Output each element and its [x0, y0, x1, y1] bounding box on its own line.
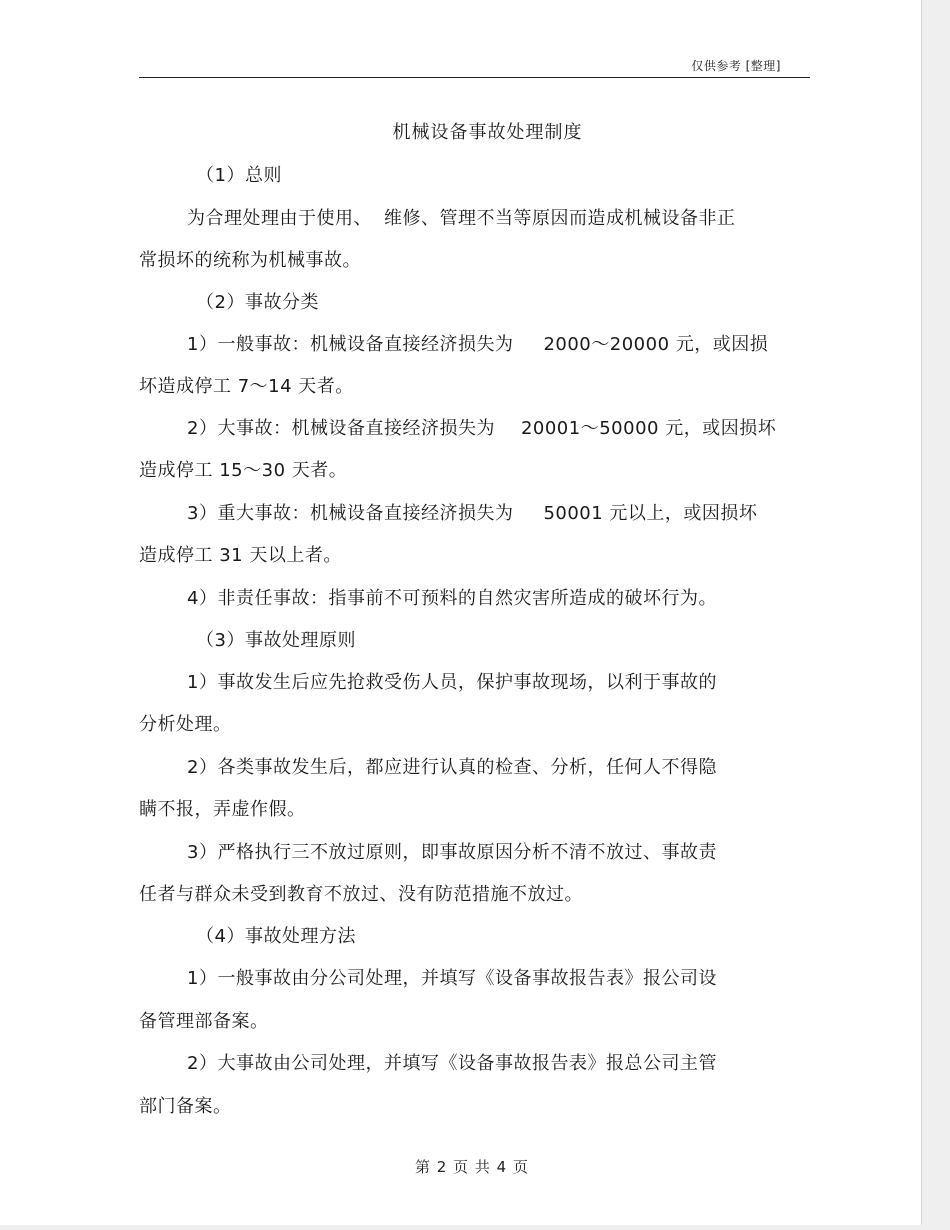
section-3-item-2-line-2: 瞒不报，弄虚作假。 — [139, 799, 306, 820]
section-2-item-2-line-1 — [187, 414, 776, 440]
section-2-item-1-line-2: 坏造成停工 7～14 天者。 — [139, 376, 354, 397]
section-2-item-3-line-2: 造成停工 31 天以上者。 — [139, 545, 342, 566]
paragraph-text: 3）重大事故：机械设备直接经济损失为 — [187, 503, 514, 524]
paragraph-text: 20001～50000 元，或因损坏 — [520, 418, 777, 439]
section-4-heading: （4）事故处理方法 — [196, 926, 356, 947]
section-4-item-1-line-1: 1）一般事故由分公司处理，并填写《设备事故报告表》报公司设 — [187, 968, 717, 989]
page-header-note: 仅供参考 [整理] — [691, 59, 781, 73]
section-2-heading: （2）事故分类 — [196, 292, 319, 313]
page-number-footer: 第 2 页 共 4 页 — [415, 1158, 529, 1176]
header-rule — [139, 77, 810, 78]
section-2-item-2-line-2: 造成停工 15～30 天者。 — [139, 460, 348, 481]
paragraph-text: 为合理处理由于使用、 — [187, 208, 372, 229]
section-2-item-4-line-1: 4）非责任事故：指事前不可预料的自然灾害所造成的破坏行为。 — [187, 588, 717, 609]
paragraph-text: 50001 元以上，或因损坏 — [543, 503, 758, 524]
section-4-item-1-line-2: 备管理部备案。 — [139, 1011, 269, 1032]
paragraph-text: 1）一般事故：机械设备直接经济损失为 — [187, 334, 514, 355]
section-3-item-1-line-1: 1）事故发生后应先抢救受伤人员，保护事故现场，以利于事故的 — [187, 672, 717, 693]
paragraph-text: 维修、管理不当等原因而造成机械设备非正 — [384, 208, 736, 229]
section-2-item-3-line-1 — [187, 499, 757, 525]
paragraph-text: 2）大事故：机械设备直接经济损失为 — [187, 418, 495, 439]
section-3-heading: （3）事故处理原则 — [196, 630, 356, 651]
section-2-item-1-line-1 — [187, 330, 768, 356]
paragraph-text: 2000～20000 元，或因损 — [543, 334, 769, 355]
document-title: 机械设备事故处理制度 — [392, 122, 583, 143]
section-3-item-2-line-1: 2）各类事故发生后，都应进行认真的检查、分析，任何人不得隐 — [187, 757, 717, 778]
section-3-item-3-line-2: 任者与群众未受到教育不放过、没有防范措施不放过。 — [139, 884, 583, 905]
section-3-item-1-line-2: 分析处理。 — [139, 714, 232, 735]
section-1-heading: （1）总则 — [196, 165, 282, 186]
section-1-paragraph-line-1 — [187, 204, 736, 230]
section-1-paragraph-line-2: 常损坏的统称为机械事故。 — [139, 250, 361, 271]
section-3-item-3-line-1: 3）严格执行三不放过原则，即事故原因分析不清不放过、事故责 — [187, 842, 717, 863]
section-4-item-2-line-2: 部门备案。 — [139, 1096, 232, 1117]
section-4-item-2-line-1: 2）大事故由公司处理，并填写《设备事故报告表》报总公司主管 — [187, 1053, 717, 1074]
